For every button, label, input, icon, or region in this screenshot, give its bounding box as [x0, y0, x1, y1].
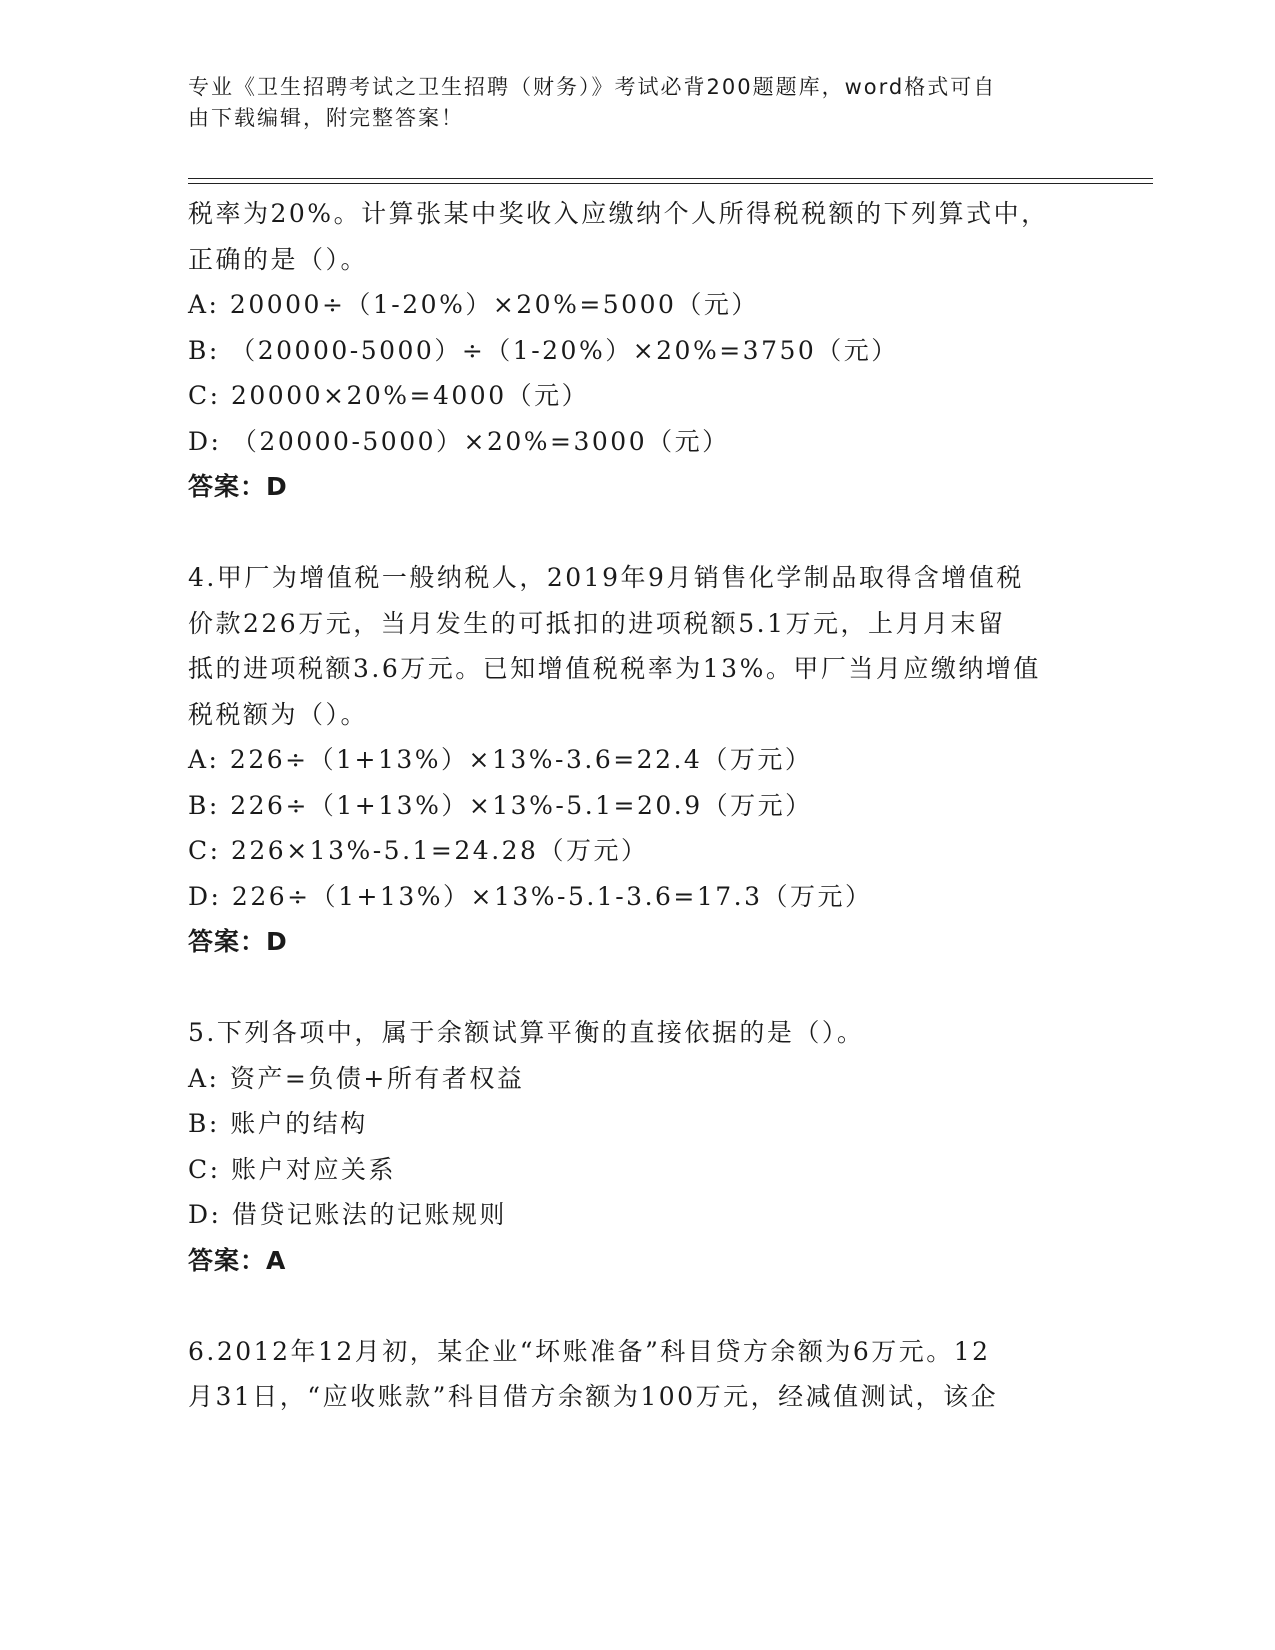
question-stem: 抵的进项税额3.6万元。已知增值税税率为13%。甲厂当月应缴纳增值 [188, 654, 1041, 683]
option-c: C: 226×13%-5.1=24.28（万元） [188, 836, 649, 865]
spacer [188, 510, 1088, 556]
option-d: D: 226÷（1+13%）×13%-5.1-3.6=17.3（万元） [188, 881, 873, 911]
option-b: B: 226÷（1+13%）×13%-5.1=20.9（万元） [188, 790, 813, 820]
question-stem: 5.下列各项中，属于余额试算平衡的直接依据的是（）。 [188, 1018, 865, 1047]
option-a: A: 226÷（1+13%）×13%-3.6=22.4（万元） [188, 745, 813, 774]
question-stem: 4.甲厂为增值税一般纳税人，2019年9月销售化学制品取得含增值税 [188, 563, 1024, 592]
header-divider-top [188, 178, 1153, 179]
question-6 [188, 1329, 1088, 1420]
document-header [188, 72, 1088, 134]
option-b: B: 账户的结构 [188, 1109, 368, 1138]
option-b: B: （20000-5000）÷（1-20%）×20%=3750（元） [188, 335, 899, 365]
question-stem: 税税额为（）。 [188, 699, 369, 729]
question-stem: 税率为20%。计算张某中奖收入应缴纳个人所得税税额的下列算式中， [188, 199, 1049, 228]
option-c: C: 账户对应关系 [188, 1154, 396, 1184]
option-a: A: 资产=负债+所有者权益 [188, 1063, 525, 1093]
option-c: C: 20000×20%=4000（元） [188, 381, 590, 410]
answer: 答案：A [188, 1245, 287, 1275]
option-d: D: （20000-5000）×20%=3000（元） [188, 426, 730, 456]
question-stem: 正确的是（）。 [188, 244, 369, 274]
header-line-2: 由下载编辑，附完整答案！ [188, 106, 464, 130]
question-stem: 价款226万元，当月发生的可抵扣的进项税额5.1万元，上月月末留 [188, 608, 1006, 638]
question-stem: 月31日，“应收账款”科目借方余额为100万元，经减值测试，该企 [188, 1382, 999, 1411]
question-3 [188, 191, 1088, 510]
question-4 [188, 555, 1088, 965]
question-list [188, 191, 1088, 1420]
answer: 答案：D [188, 927, 288, 956]
option-d: D: 借贷记账法的记账规则 [188, 1200, 507, 1229]
header-divider-bottom [188, 183, 1153, 184]
spacer [188, 1283, 1088, 1329]
answer: 答案：D [188, 472, 288, 501]
option-a: A: 20000÷（1-20%）×20%=5000（元） [188, 290, 759, 319]
question-stem: 6.2012年12月初，某企业“坏账准备”科目贷方余额为6万元。12 [188, 1336, 991, 1366]
spacer [188, 965, 1088, 1011]
header-line-1: 专业《卫生招聘考试之卫生招聘（财务）》考试必背200题题库，word格式可自 [188, 75, 997, 99]
question-5 [188, 1010, 1088, 1283]
